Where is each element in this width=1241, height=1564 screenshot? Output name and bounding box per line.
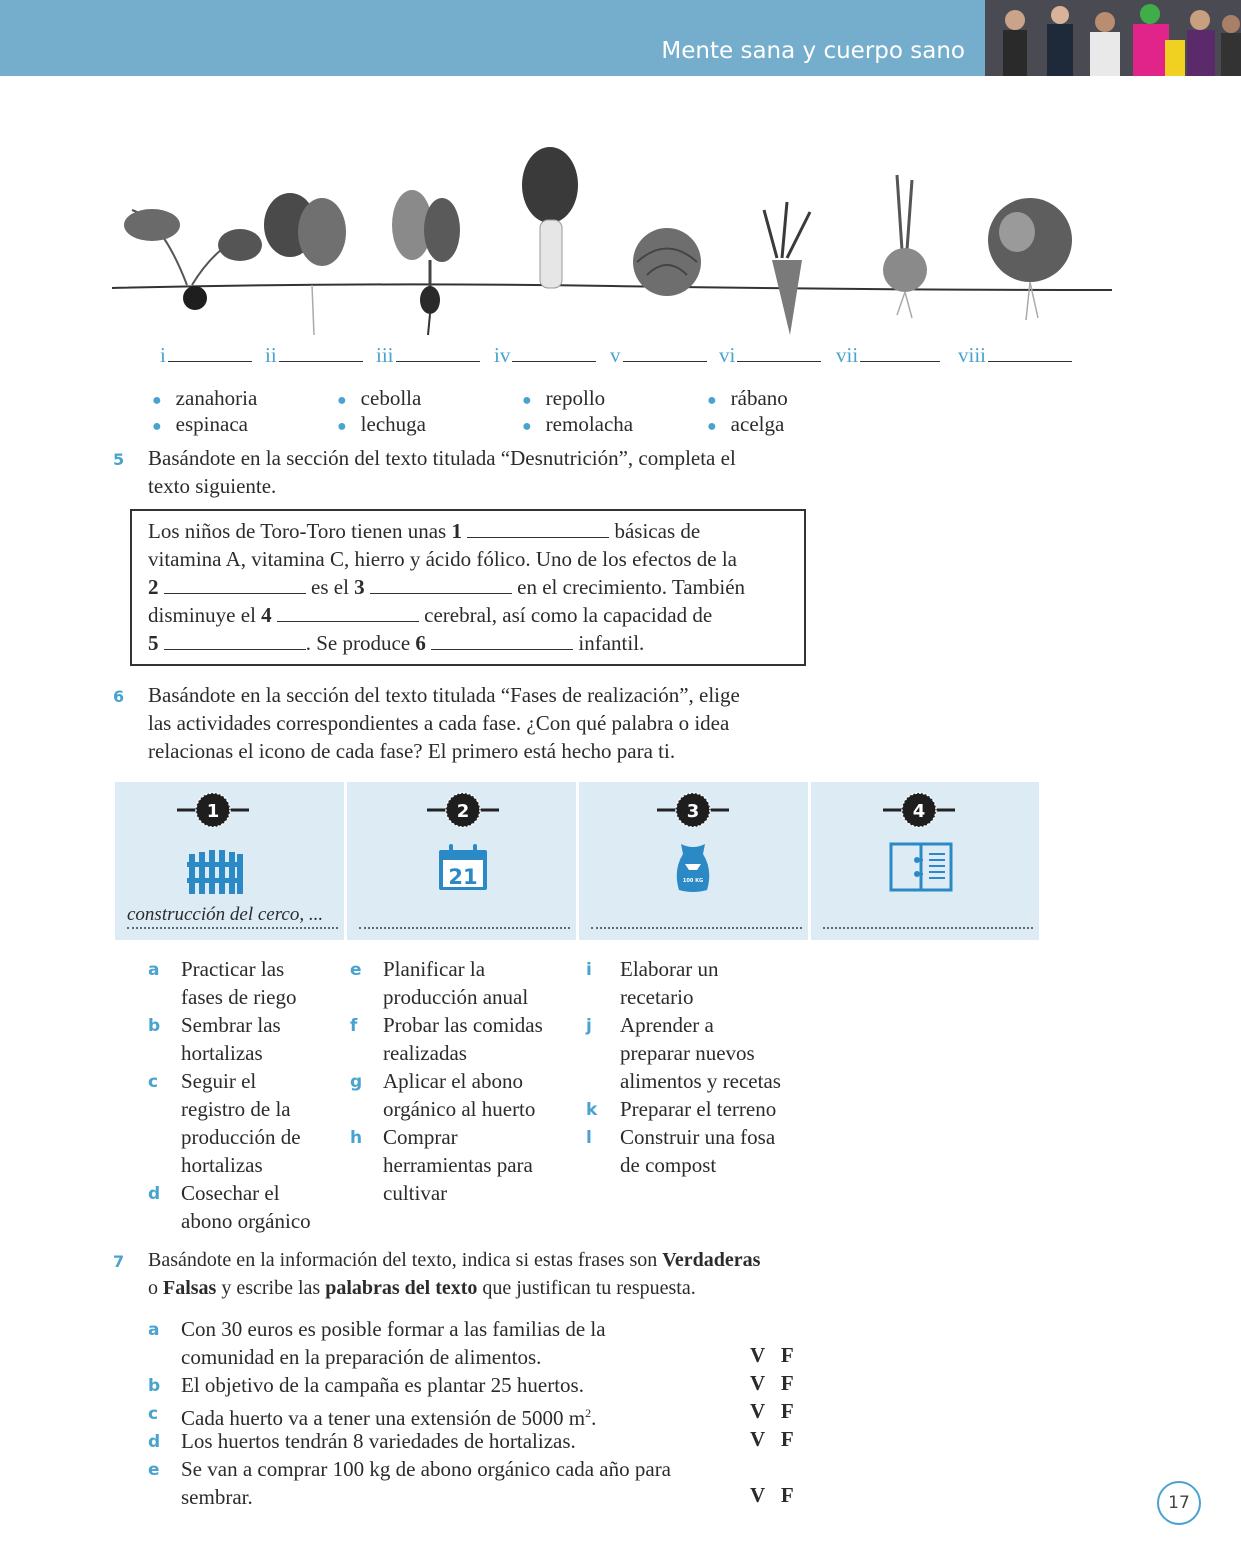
phase-cell-1 (115, 782, 344, 940)
onion-icon (883, 175, 927, 318)
phase-cell-2 (347, 782, 576, 940)
activity-letter: h (350, 1128, 363, 1148)
veg-label-vi: vi (719, 343, 821, 368)
blank-6[interactable] (431, 633, 573, 650)
word-bank-item: ● cebolla (337, 386, 422, 410)
activity-letter: d (148, 1184, 161, 1204)
phase-badge-4 (883, 790, 955, 830)
activity-letter: a (148, 960, 160, 980)
activity-letter: b (148, 1016, 161, 1036)
true-false-a[interactable]: V F (750, 1343, 794, 1367)
statement-letter: e (148, 1460, 160, 1480)
activity-d: Cosechar el abono orgánico (181, 1181, 311, 1233)
answer-line-1[interactable] (127, 927, 338, 929)
activity-i: Elaborar un recetario (620, 957, 719, 1009)
fill-in-text: Los niños de Toro-Toro tienen unas 1 básicas de vitamina A, vitamina C, hierro y ácido fólico. Uno de los efectos de la 2 es el 3 en el crecimiento. También disminuye el 4 cerebral, así como la capacidad de 5 . Se produce 6 infantil. (148, 519, 746, 655)
svg-text:100 KG: 100 KG (682, 878, 704, 884)
question-number-5: 5 (113, 450, 125, 469)
question-5-text: Basándote en la sección del texto titulada “Desnutrición”, completa el texto siguiente. (148, 446, 736, 498)
veg-label-viii: viii (958, 343, 1072, 368)
true-false-d[interactable]: V F (750, 1427, 794, 1451)
question-7-text: Basándote en la información del texto, indica si estas frases son Verdaderas o Falsas y escribe las palabras del texto que justifican tu respuesta. (148, 1249, 761, 1299)
word-bank-item: ● acelga (707, 412, 785, 436)
radish-icon (124, 209, 262, 310)
veg-label-i: i (160, 343, 252, 368)
blank-5[interactable] (164, 633, 306, 650)
veg-label-vii: vii (836, 343, 940, 368)
question-number-7: 7 (113, 1252, 125, 1271)
chard-icon (522, 147, 578, 288)
true-false-e[interactable]: V F (750, 1483, 794, 1507)
blank-2[interactable] (164, 577, 306, 594)
activity-letter: l (586, 1128, 592, 1148)
activity-letter: c (148, 1072, 159, 1092)
svg-text:3: 3 (686, 801, 700, 822)
answer-line-2[interactable] (359, 927, 570, 929)
activity-letter: i (586, 960, 592, 980)
word-bank-item: ● repollo (522, 386, 606, 410)
blank-1[interactable] (467, 521, 609, 538)
veg-label-ii: ii (265, 343, 363, 368)
word-bank-item: ● rábano (707, 386, 788, 410)
activity-c: Seguir el registro de la producción de hortalizas (181, 1069, 301, 1177)
activity-b: Sembrar las hortalizas (181, 1013, 281, 1065)
carrot-icon (764, 202, 810, 335)
blank-4[interactable] (277, 605, 419, 622)
word-bank-item: ● remolacha (522, 412, 634, 436)
word-bank-item: ● lechuga (337, 412, 426, 436)
book-icon (889, 842, 953, 892)
activity-letter: e (350, 960, 362, 980)
activity-j: Aprender a preparar nuevos alimentos y recetas (620, 1013, 781, 1093)
calendar-icon (437, 842, 489, 892)
veg-label-iii: iii (376, 343, 480, 368)
veg-label-v: v (610, 343, 707, 368)
activity-k: Preparar el terreno (620, 1097, 777, 1121)
statement-letter: a (148, 1320, 160, 1340)
lettuce-icon (988, 198, 1072, 320)
activity-letter: f (350, 1016, 358, 1036)
activity-g: Aplicar el abono orgánico al huerto (383, 1069, 536, 1121)
true-false-c[interactable]: V F (750, 1399, 794, 1423)
statement-letter: d (148, 1432, 161, 1452)
question-number-6: 6 (113, 687, 125, 706)
activity-f: Probar las comidas realizadas (383, 1013, 543, 1065)
statement-c: Cada huerto va a tener una extensión de 5000 $m^2$. (181, 1406, 597, 1430)
svg-text:21: 21 (448, 865, 478, 889)
statement-e: Se van a comprar 100 kg de abono orgánico cada año para sembrar. (181, 1457, 672, 1509)
phase-badge-1 (177, 790, 249, 830)
activity-l: Construir una fosa de compost (620, 1125, 776, 1177)
true-false-b[interactable]: V F (750, 1371, 794, 1395)
fence-icon (187, 848, 243, 894)
svg-text:1: 1 (206, 801, 220, 822)
statement-d: Los huertos tendrán 8 variedades de hortalizas. (181, 1429, 576, 1453)
phase-1-caption: construcción del cerco, ... (127, 904, 324, 925)
activity-letter: g (350, 1072, 363, 1092)
phase-badge-2 (427, 790, 499, 830)
page-number: 17 (1157, 1481, 1201, 1525)
activity-e: Planificar la producción anual (383, 957, 529, 1009)
activity-h: Comprar herramientas para cultivar (383, 1125, 533, 1205)
activity-letter: j (586, 1016, 592, 1036)
answer-line-3[interactable] (591, 927, 802, 929)
sack-icon (673, 842, 713, 894)
word-bank-item: ● espinaca (152, 412, 248, 436)
answer-line-4[interactable] (823, 927, 1033, 929)
statement-a: Con 30 euros es posible formar a las familias de la comunidad en la preparación de alimentos. (181, 1317, 606, 1369)
activity-a: Practicar las fases de riego (181, 957, 297, 1009)
header-photo (985, 0, 1241, 76)
beet-icon (392, 190, 460, 335)
phase-badge-3 (657, 790, 729, 830)
phase-cell-4 (811, 782, 1039, 940)
statement-letter: b (148, 1376, 161, 1396)
svg-text:2: 2 (456, 801, 470, 822)
veg-label-iv: iv (494, 343, 596, 368)
svg-text:4: 4 (912, 801, 926, 822)
statement-b: El objetivo de la campaña es plantar 25 huertos. (181, 1373, 584, 1397)
blank-3[interactable] (370, 577, 512, 594)
page-header-title: Mente sana y cuerpo sano (661, 38, 965, 64)
vegetables-illustration (112, 140, 1116, 340)
word-bank-item: ● zanahoria (152, 386, 258, 410)
statement-letter: c (148, 1404, 159, 1424)
spinach-icon (264, 193, 346, 335)
cabbage-icon (633, 228, 701, 296)
phase-cell-3 (579, 782, 808, 940)
question-6-text: Basándote en la sección del texto titulada “Fases de realización”, elige las actividades correspondientes a cada fase. ¿Con qué palabra o idea relacionas el icono de cada fase? El primero está hecho para ti. (148, 683, 740, 763)
activity-letter: k (586, 1100, 598, 1120)
